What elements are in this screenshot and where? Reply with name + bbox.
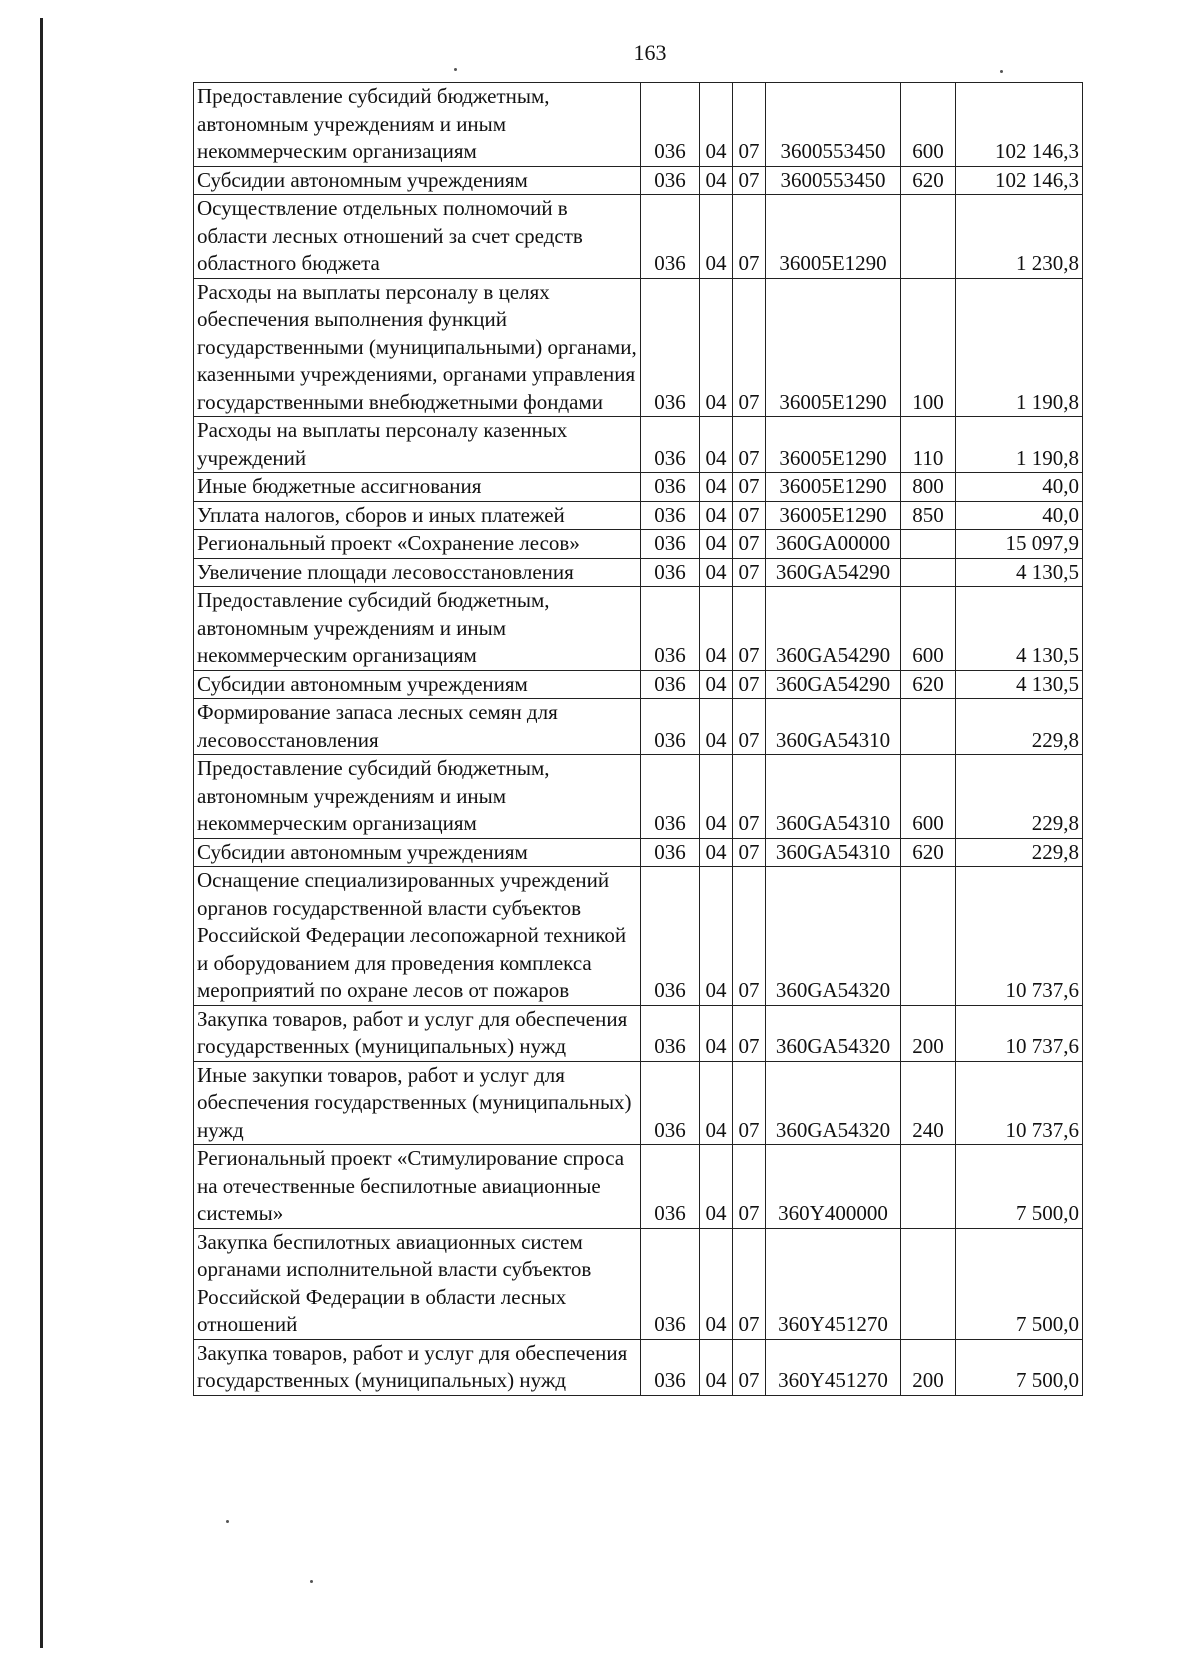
page-number: 163 <box>633 40 667 65</box>
row-section-code: 04 <box>700 670 733 699</box>
scan-edge-line <box>40 18 43 1648</box>
row-subsection-code: 07 <box>733 755 766 839</box>
row-amount: 1 190,8 <box>956 278 1083 417</box>
row-ved-code: 036 <box>641 1339 700 1395</box>
row-subsection-code: 07 <box>733 473 766 502</box>
row-section-code: 04 <box>700 867 733 1006</box>
row-name: Формирование запаса лесных семян для лесовосстановления <box>194 699 641 755</box>
row-name: Уплата налогов, сборов и иных платежей <box>194 501 641 530</box>
row-subsection-code: 07 <box>733 699 766 755</box>
row-target-article: 36005E1290 <box>766 501 901 530</box>
row-amount: 10 737,6 <box>956 1061 1083 1145</box>
row-name: Предоставление субсидий бюджетным, автономным учреждениям и иным некоммерческим организациям <box>194 83 641 167</box>
row-amount: 4 130,5 <box>956 670 1083 699</box>
row-name: Региональный проект «Стимулирование спроса на отечественные беспилотные авиационные системы» <box>194 1145 641 1229</box>
scan-speck <box>454 68 457 71</box>
table-row <box>194 83 1083 167</box>
row-subsection-code: 07 <box>733 587 766 671</box>
table-row <box>194 417 1083 473</box>
row-expense-type <box>901 867 956 1006</box>
row-name: Увеличение площади лесовосстановления <box>194 558 641 587</box>
row-amount: 229,8 <box>956 838 1083 867</box>
row-name: Иные бюджетные ассигнования <box>194 473 641 502</box>
row-amount: 1 190,8 <box>956 417 1083 473</box>
row-ved-code: 036 <box>641 838 700 867</box>
row-target-article: 36005E1290 <box>766 278 901 417</box>
row-subsection-code: 07 <box>733 530 766 559</box>
row-subsection-code: 07 <box>733 1145 766 1229</box>
row-ved-code: 036 <box>641 83 700 167</box>
row-name: Иные закупки товаров, работ и услуг для обеспечения государственных (муниципальных) нужд <box>194 1061 641 1145</box>
row-name: Региональный проект «Сохранение лесов» <box>194 530 641 559</box>
row-subsection-code: 07 <box>733 1228 766 1339</box>
row-subsection-code: 07 <box>733 166 766 195</box>
row-ved-code: 036 <box>641 1228 700 1339</box>
row-ved-code: 036 <box>641 755 700 839</box>
row-subsection-code: 07 <box>733 1061 766 1145</box>
row-amount: 4 130,5 <box>956 587 1083 671</box>
budget-table-body <box>194 83 1083 1396</box>
row-expense-type: 800 <box>901 473 956 502</box>
row-target-article: 360GA54320 <box>766 1005 901 1061</box>
row-subsection-code: 07 <box>733 278 766 417</box>
row-amount: 7 500,0 <box>956 1339 1083 1395</box>
row-target-article: 360Y400000 <box>766 1145 901 1229</box>
row-expense-type <box>901 530 956 559</box>
row-ved-code: 036 <box>641 195 700 279</box>
row-subsection-code: 07 <box>733 838 766 867</box>
row-target-article: 360GA54290 <box>766 670 901 699</box>
row-amount: 10 737,6 <box>956 1005 1083 1061</box>
row-name: Закупка товаров, работ и услуг для обеспечения государственных (муниципальных) нужд <box>194 1005 641 1061</box>
row-amount: 7 500,0 <box>956 1145 1083 1229</box>
row-section-code: 04 <box>700 1228 733 1339</box>
row-amount: 40,0 <box>956 501 1083 530</box>
row-target-article: 3600553450 <box>766 83 901 167</box>
row-name: Предоставление субсидий бюджетным, автономным учреждениям и иным некоммерческим организациям <box>194 755 641 839</box>
row-ved-code: 036 <box>641 278 700 417</box>
row-ved-code: 036 <box>641 670 700 699</box>
scan-speck <box>1000 70 1003 73</box>
row-target-article: 36005E1290 <box>766 417 901 473</box>
row-target-article: 3600553450 <box>766 166 901 195</box>
row-amount: 102 146,3 <box>956 166 1083 195</box>
scan-speck <box>310 1580 313 1583</box>
row-subsection-code: 07 <box>733 83 766 167</box>
row-ved-code: 036 <box>641 417 700 473</box>
row-subsection-code: 07 <box>733 501 766 530</box>
table-row <box>194 1061 1083 1145</box>
row-target-article: 360GA54310 <box>766 755 901 839</box>
row-target-article: 36005E1290 <box>766 473 901 502</box>
table-row <box>194 166 1083 195</box>
row-target-article: 360GA54310 <box>766 699 901 755</box>
row-ved-code: 036 <box>641 587 700 671</box>
row-target-article: 360GA54290 <box>766 587 901 671</box>
row-expense-type: 620 <box>901 166 956 195</box>
row-name: Оснащение специализированных учреждений органов государственной власти субъектов Российской Федерации лесопожарной техникой и оборудованием для проведения комплекса мероприятий по охране лесов от пожаров <box>194 867 641 1006</box>
row-ved-code: 036 <box>641 166 700 195</box>
row-section-code: 04 <box>700 1005 733 1061</box>
row-target-article: 36005E1290 <box>766 195 901 279</box>
row-expense-type: 620 <box>901 670 956 699</box>
row-section-code: 04 <box>700 587 733 671</box>
row-expense-type: 600 <box>901 83 956 167</box>
row-amount: 10 737,6 <box>956 867 1083 1006</box>
row-name: Предоставление субсидий бюджетным, автономным учреждениям и иным некоммерческим организациям <box>194 587 641 671</box>
row-subsection-code: 07 <box>733 195 766 279</box>
table-row <box>194 558 1083 587</box>
row-expense-type: 200 <box>901 1005 956 1061</box>
table-row <box>194 1145 1083 1229</box>
row-expense-type: 600 <box>901 587 956 671</box>
table-row <box>194 670 1083 699</box>
row-section-code: 04 <box>700 195 733 279</box>
row-section-code: 04 <box>700 473 733 502</box>
row-expense-type: 600 <box>901 755 956 839</box>
table-row <box>194 473 1083 502</box>
row-expense-type: 110 <box>901 417 956 473</box>
row-target-article: 360GA54310 <box>766 838 901 867</box>
table-row <box>194 587 1083 671</box>
table-row <box>194 195 1083 279</box>
row-name: Осуществление отдельных полномочий в области лесных отношений за счет средств областного бюджета <box>194 195 641 279</box>
row-ved-code: 036 <box>641 473 700 502</box>
table-row <box>194 838 1083 867</box>
row-name: Расходы на выплаты персоналу казенных учреждений <box>194 417 641 473</box>
table-row <box>194 755 1083 839</box>
row-amount: 7 500,0 <box>956 1228 1083 1339</box>
row-section-code: 04 <box>700 530 733 559</box>
table-row <box>194 1228 1083 1339</box>
row-expense-type <box>901 558 956 587</box>
row-section-code: 04 <box>700 699 733 755</box>
row-section-code: 04 <box>700 1145 733 1229</box>
row-subsection-code: 07 <box>733 558 766 587</box>
row-ved-code: 036 <box>641 699 700 755</box>
table-row <box>194 530 1083 559</box>
scan-speck <box>226 1520 229 1523</box>
row-section-code: 04 <box>700 838 733 867</box>
row-name: Расходы на выплаты персоналу в целях обеспечения выполнения функций государственными (муниципальными) органами, казенными учреждениями, органами управления государственными внебюджетными фондами <box>194 278 641 417</box>
table-row <box>194 501 1083 530</box>
row-name: Субсидии автономным учреждениям <box>194 838 641 867</box>
row-target-article: 360Y451270 <box>766 1339 901 1395</box>
row-amount: 4 130,5 <box>956 558 1083 587</box>
row-expense-type: 620 <box>901 838 956 867</box>
row-target-article: 360Y451270 <box>766 1228 901 1339</box>
row-subsection-code: 07 <box>733 670 766 699</box>
table-row <box>194 699 1083 755</box>
row-expense-type: 240 <box>901 1061 956 1145</box>
row-ved-code: 036 <box>641 1145 700 1229</box>
row-expense-type <box>901 1228 956 1339</box>
row-section-code: 04 <box>700 755 733 839</box>
row-expense-type <box>901 699 956 755</box>
row-ved-code: 036 <box>641 558 700 587</box>
row-expense-type <box>901 1145 956 1229</box>
row-amount: 40,0 <box>956 473 1083 502</box>
row-ved-code: 036 <box>641 530 700 559</box>
row-section-code: 04 <box>700 1339 733 1395</box>
row-section-code: 04 <box>700 83 733 167</box>
table-row <box>194 1005 1083 1061</box>
row-target-article: 360GA54290 <box>766 558 901 587</box>
row-section-code: 04 <box>700 558 733 587</box>
row-subsection-code: 07 <box>733 417 766 473</box>
row-section-code: 04 <box>700 278 733 417</box>
row-target-article: 360GA54320 <box>766 1061 901 1145</box>
row-section-code: 04 <box>700 166 733 195</box>
row-section-code: 04 <box>700 417 733 473</box>
row-name: Субсидии автономным учреждениям <box>194 670 641 699</box>
row-ved-code: 036 <box>641 867 700 1006</box>
row-section-code: 04 <box>700 501 733 530</box>
table-row <box>194 867 1083 1006</box>
row-expense-type: 850 <box>901 501 956 530</box>
row-subsection-code: 07 <box>733 867 766 1006</box>
row-target-article: 360GA54320 <box>766 867 901 1006</box>
row-amount: 1 230,8 <box>956 195 1083 279</box>
row-amount: 102 146,3 <box>956 83 1083 167</box>
row-name: Закупка товаров, работ и услуг для обеспечения государственных (муниципальных) нужд <box>194 1339 641 1395</box>
table-row <box>194 1339 1083 1395</box>
row-subsection-code: 07 <box>733 1005 766 1061</box>
row-amount: 15 097,9 <box>956 530 1083 559</box>
row-subsection-code: 07 <box>733 1339 766 1395</box>
row-ved-code: 036 <box>641 1005 700 1061</box>
row-expense-type <box>901 195 956 279</box>
row-expense-type: 100 <box>901 278 956 417</box>
row-amount: 229,8 <box>956 755 1083 839</box>
row-amount: 229,8 <box>956 699 1083 755</box>
row-ved-code: 036 <box>641 501 700 530</box>
budget-table <box>193 82 1083 1396</box>
row-expense-type: 200 <box>901 1339 956 1395</box>
table-row <box>194 278 1083 417</box>
row-name: Закупка беспилотных авиационных систем органами исполнительной власти субъектов Российской Федерации в области лесных отношений <box>194 1228 641 1339</box>
row-name: Субсидии автономным учреждениям <box>194 166 641 195</box>
row-section-code: 04 <box>700 1061 733 1145</box>
row-ved-code: 036 <box>641 1061 700 1145</box>
row-target-article: 360GA00000 <box>766 530 901 559</box>
